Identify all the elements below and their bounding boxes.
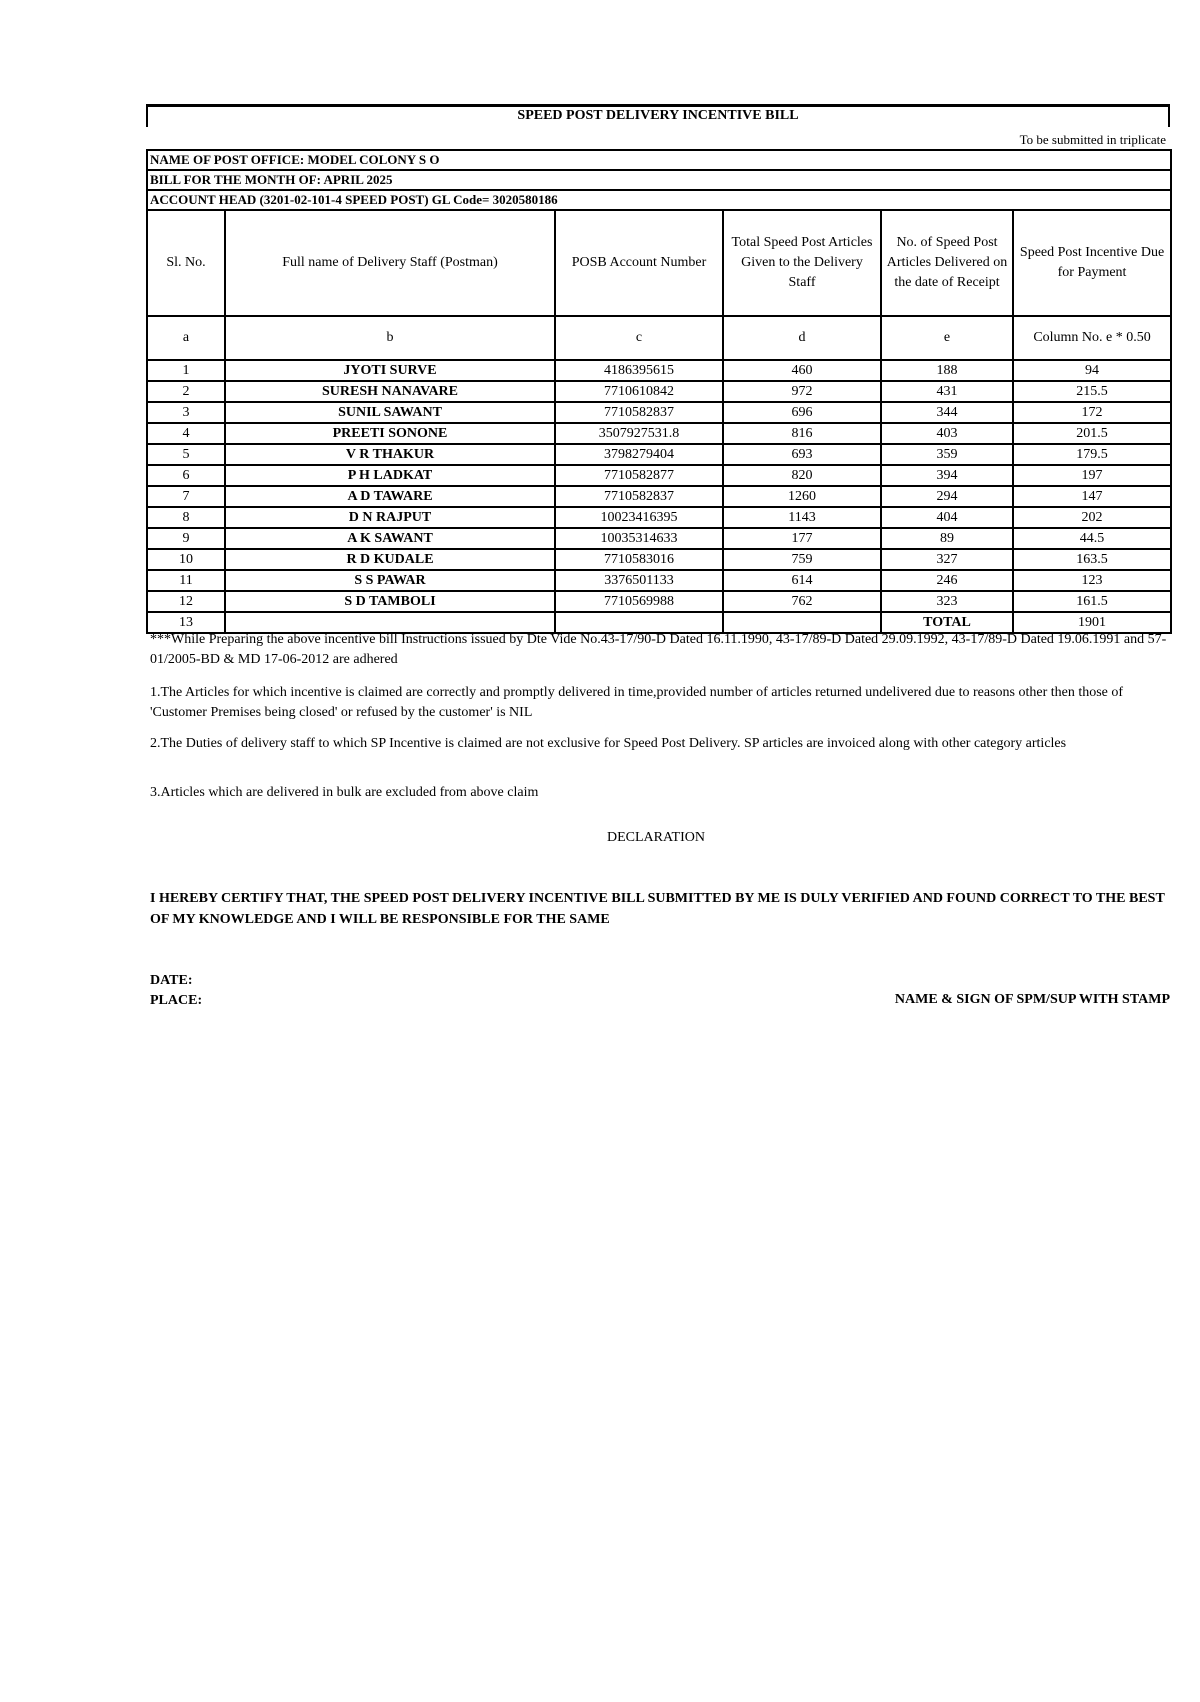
signature-label: NAME & SIGN OF SPM/SUP WITH STAMP — [894, 992, 1170, 1007]
row-posb-account: 10023416395 — [555, 507, 723, 528]
row-total-articles: 177 — [723, 528, 881, 549]
row-sl-no: 5 — [147, 444, 225, 465]
row-incentive: 94 — [1013, 360, 1171, 381]
table-row — [147, 549, 1171, 570]
table-row — [147, 528, 1171, 549]
row-incentive: 161.5 — [1013, 591, 1171, 612]
row-sl-no: 8 — [147, 507, 225, 528]
row-staff-name: A D TAWARE — [225, 486, 555, 507]
header-row — [147, 210, 1171, 316]
row-total-articles: 460 — [723, 360, 881, 381]
row-delivered-articles: 344 — [881, 402, 1013, 423]
row-total-articles: 820 — [723, 465, 881, 486]
bill-sheet — [146, 104, 1170, 634]
header-total: Total Speed Post Articles Given to the Delivery Staff — [723, 210, 881, 316]
note-2: 2.The Duties of delivery staff to which SP Incentive is claimed are not exclusive for Speed Post Delivery. SP articles are invoiced along with other category articles — [150, 736, 1067, 751]
declaration-text: I HEREBY CERTIFY THAT, THE SPEED POST DELIVERY INCENTIVE BILL SUBMITTED BY ME IS DULY VERIFIED AND FOUND CORRECT TO THE BEST OF MY KNOWLEDGE AND I WILL BE RESPONSIBLE FOR THE SAME — [150, 891, 1165, 927]
table-row — [147, 402, 1171, 423]
row-incentive: 201.5 — [1013, 423, 1171, 444]
column-letter-c: c — [555, 316, 723, 360]
row-staff-name: JYOTI SURVE — [225, 360, 555, 381]
row-incentive: 215.5 — [1013, 381, 1171, 402]
row-posb-account: 4186395615 — [555, 360, 723, 381]
row-sl-no: 1 — [147, 360, 225, 381]
row-staff-name: R D KUDALE — [225, 549, 555, 570]
row-posb-account: 7710569988 — [555, 591, 723, 612]
total-value: 1901 — [1013, 612, 1171, 633]
bill-month: BILL FOR THE MONTH OF: APRIL 2025 — [147, 170, 1171, 190]
row-staff-name: PREETI SONONE — [225, 423, 555, 444]
row-total-articles: 614 — [723, 570, 881, 591]
table-row — [147, 360, 1171, 381]
table-row — [147, 423, 1171, 444]
table-row — [147, 381, 1171, 402]
row-staff-name: SURESH NANAVARE — [225, 381, 555, 402]
row-staff-name: A K SAWANT — [225, 528, 555, 549]
row-sl-no: 3 — [147, 402, 225, 423]
header-sl-no: Sl. No. — [147, 210, 225, 316]
row-delivered-articles: 431 — [881, 381, 1013, 402]
row-incentive: 202 — [1013, 507, 1171, 528]
row-posb-account: 7710582837 — [555, 486, 723, 507]
submission-note: To be submitted in triplicate — [1019, 132, 1166, 147]
row-staff-name: S D TAMBOLI — [225, 591, 555, 612]
row-staff-name: V R THAKUR — [225, 444, 555, 465]
row-posb-account: 7710582877 — [555, 465, 723, 486]
row-delivered-articles: 327 — [881, 549, 1013, 570]
row-total-articles: 696 — [723, 402, 881, 423]
row-total-articles: 693 — [723, 444, 881, 465]
column-letter-e: e — [881, 316, 1013, 360]
row-posb-account: 7710610842 — [555, 381, 723, 402]
column-letter-a: a — [147, 316, 225, 360]
row-incentive: 163.5 — [1013, 549, 1171, 570]
declaration-title: DECLARATION — [607, 830, 705, 845]
table-row — [147, 591, 1171, 612]
row-staff-name: S S PAWAR — [225, 570, 555, 591]
row-posb-account: 7710582837 — [555, 402, 723, 423]
row-posb-account: 10035314633 — [555, 528, 723, 549]
row-incentive: 147 — [1013, 486, 1171, 507]
account-head: ACCOUNT HEAD (3201-02-101-4 SPEED POST) GL Code= 3020580186 — [147, 190, 1171, 210]
post-office-name: NAME OF POST OFFICE: MODEL COLONY S O — [147, 150, 1171, 170]
row-total-articles: 972 — [723, 381, 881, 402]
row-incentive: 123 — [1013, 570, 1171, 591]
header-delivered: No. of Speed Post Articles Delivered on the date of Receipt — [881, 210, 1013, 316]
row-sl-no: 7 — [147, 486, 225, 507]
row-total-articles: 759 — [723, 549, 881, 570]
row-posb-account: 3376501133 — [555, 570, 723, 591]
row-delivered-articles: 323 — [881, 591, 1013, 612]
row-total-articles: 762 — [723, 591, 881, 612]
row-incentive: 172 — [1013, 402, 1171, 423]
row-staff-name: P H LADKAT — [225, 465, 555, 486]
row-staff-name: D N RAJPUT — [225, 507, 555, 528]
instructions-text: ***While Preparing the above incentive bill Instructions issued by Dte Vide No.43-17/90-D Dated 16.11.1990, 43-17/89-D Dated 29.09.1992, 43-17/89-D Dated 19.06.1991 and 57-01/2005-BD & MD 17-06-2012 are adhered — [150, 632, 1167, 667]
table-row — [147, 444, 1171, 465]
date-label: DATE: — [150, 973, 193, 988]
row-incentive: 179.5 — [1013, 444, 1171, 465]
table-row — [147, 507, 1171, 528]
row-total-articles: 816 — [723, 423, 881, 444]
incentive-table — [146, 149, 1172, 634]
row-incentive: 44.5 — [1013, 528, 1171, 549]
header-posb: POSB Account Number — [555, 210, 723, 316]
row-delivered-articles: 294 — [881, 486, 1013, 507]
row-sl-no: 11 — [147, 570, 225, 591]
row-delivered-articles: 89 — [881, 528, 1013, 549]
row-sl-no: 6 — [147, 465, 225, 486]
column-letter-row — [147, 316, 1171, 360]
table-row — [147, 465, 1171, 486]
row-total-articles: 1143 — [723, 507, 881, 528]
row-delivered-articles: 188 — [881, 360, 1013, 381]
row-staff-name: SUNIL SAWANT — [225, 402, 555, 423]
table-row — [147, 570, 1171, 591]
row-posb-account: 3798279404 — [555, 444, 723, 465]
note-1: 1.The Articles for which incentive is claimed are correctly and promptly delivered in time,provided number of articles returned undelivered due to reasons other then those of 'Customer Premises being closed' or refused by the customer' is NIL — [150, 685, 1124, 720]
column-letter-d: d — [723, 316, 881, 360]
total-row-sl: 13 — [147, 612, 225, 633]
row-posb-account: 3507927531.8 — [555, 423, 723, 444]
row-posb-account: 7710583016 — [555, 549, 723, 570]
row-delivered-articles: 403 — [881, 423, 1013, 444]
row-delivered-articles: 394 — [881, 465, 1013, 486]
row-delivered-articles: 246 — [881, 570, 1013, 591]
row-sl-no: 12 — [147, 591, 225, 612]
column-letter-b: b — [225, 316, 555, 360]
row-sl-no: 2 — [147, 381, 225, 402]
row-delivered-articles: 359 — [881, 444, 1013, 465]
row-sl-no: 4 — [147, 423, 225, 444]
total-label: TOTAL — [881, 612, 1013, 633]
header-incentive: Speed Post Incentive Due for Payment — [1013, 210, 1171, 316]
bill-title: SPEED POST DELIVERY INCENTIVE BILL — [146, 104, 1170, 127]
row-sl-no: 9 — [147, 528, 225, 549]
header-name: Full name of Delivery Staff (Postman) — [225, 210, 555, 316]
note-3: 3.Articles which are delivered in bulk are excluded from above claim — [150, 785, 539, 800]
row-sl-no: 10 — [147, 549, 225, 570]
place-label: PLACE: — [150, 993, 203, 1008]
row-delivered-articles: 404 — [881, 507, 1013, 528]
row-incentive: 197 — [1013, 465, 1171, 486]
column-letter-f: Column No. e * 0.50 — [1013, 316, 1171, 360]
row-total-articles: 1260 — [723, 486, 881, 507]
table-row — [147, 486, 1171, 507]
